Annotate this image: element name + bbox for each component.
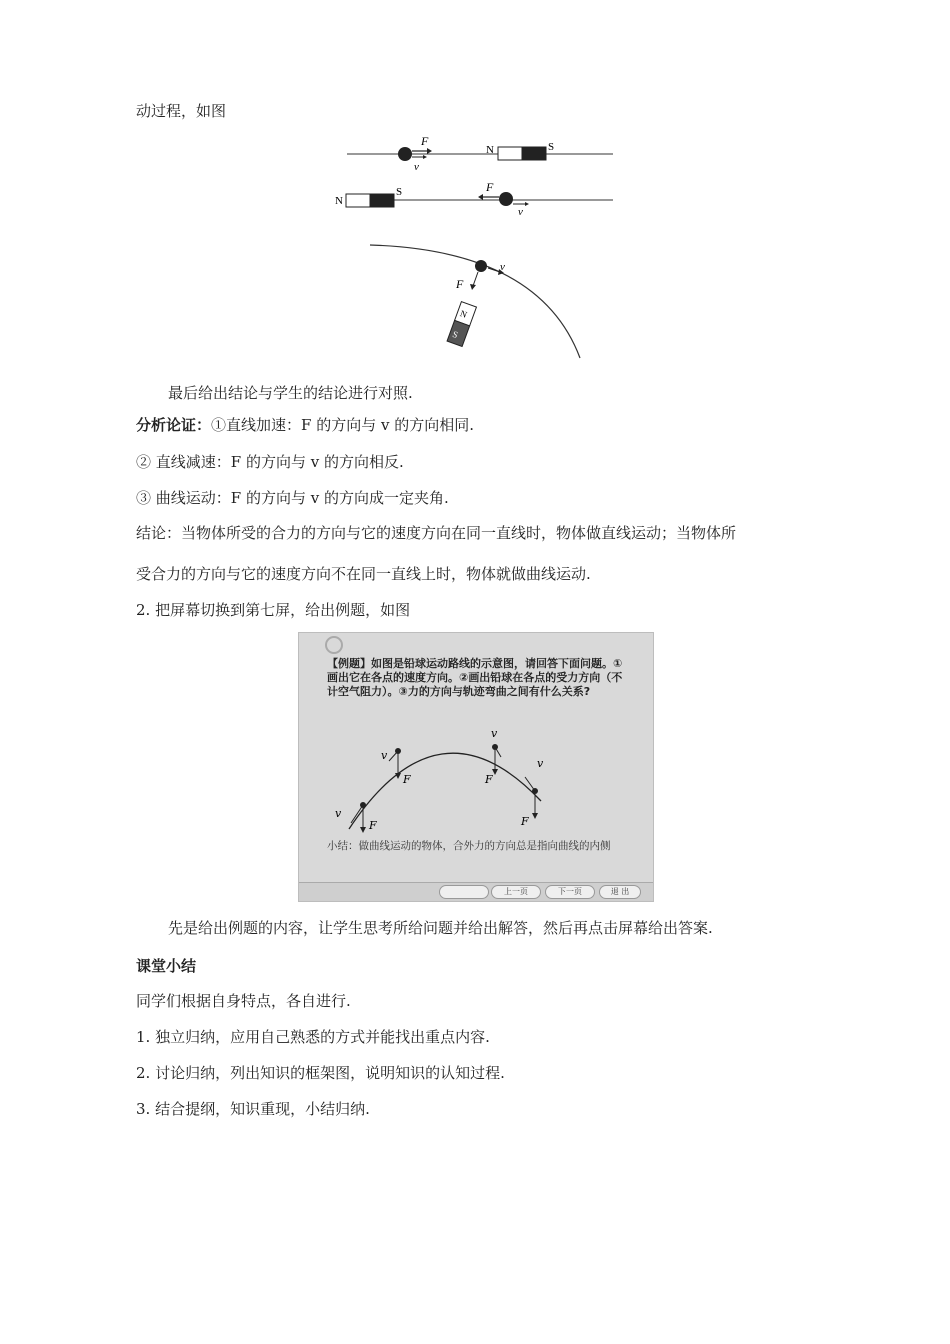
prev-page-button[interactable]: 上一页 bbox=[491, 885, 541, 899]
analysis-label: 分析论证： bbox=[136, 416, 212, 434]
ball-3 bbox=[475, 260, 487, 272]
magnet-2-black bbox=[370, 194, 394, 207]
slide-v-label-1: v bbox=[335, 807, 342, 820]
magnet-s-label-2: S bbox=[396, 186, 403, 198]
magnet-1-black bbox=[522, 147, 546, 160]
paragraph-curve: ③ 曲线运动：F 的方向与 v 的方向成一定夹角. bbox=[136, 489, 449, 507]
magnet-s-label-3: S bbox=[451, 328, 460, 341]
slide-v-label-3: v bbox=[491, 727, 498, 740]
paragraph-conclusion-1: 结论：当物体所受的合力的方向与它的速度方向在同一直线时，物体做直线运动；当物体所 bbox=[136, 524, 737, 542]
ball-2 bbox=[499, 192, 513, 206]
list-item-3: 3. 结合提纲，知识重现，小结归纳. bbox=[136, 1100, 370, 1118]
section-heading-summary: 课堂小结 bbox=[136, 957, 197, 975]
magnet-n-label-2: N bbox=[335, 195, 343, 207]
magnet-n-label-1: N bbox=[486, 144, 494, 156]
velocity-label-2: v bbox=[518, 206, 523, 218]
shot-put-curve bbox=[349, 753, 541, 829]
slide-f-label-4: F bbox=[521, 815, 529, 828]
slide-f-label-1: F bbox=[369, 819, 377, 832]
slide-v-label-2: v bbox=[381, 749, 388, 762]
blank-button[interactable] bbox=[439, 885, 489, 899]
paragraph-compare: 最后给出结论与学生的结论进行对照. bbox=[168, 384, 413, 402]
ball-1 bbox=[398, 147, 412, 161]
paragraph-intro: 动过程，如图 bbox=[136, 102, 227, 120]
analysis-text: ①直线加速：F 的方向与 v 的方向相同. bbox=[211, 416, 474, 434]
exit-button[interactable]: 退 出 bbox=[599, 885, 641, 899]
slide-example-text: 【例题】如图是铅球运动路线的示意图，请回答下面问题。①画出它在各点的速度方向。②画出铅球在各点的受力方向（不计空气阻力）。③力的方向与轨迹弯曲之间有什么关系? bbox=[327, 657, 623, 698]
paragraph-answer: 先是给出例题的内容，让学生思考所给问题并给出解答，然后再点击屏幕给出答案. bbox=[168, 919, 713, 937]
velocity-label-3: v bbox=[500, 261, 505, 273]
paragraph-decelerate: ② 直线减速：F 的方向与 v 的方向相反. bbox=[136, 453, 404, 471]
slide-summary-text: 小结：做曲线运动的物体，合外力的方向总是指向曲线的内侧 bbox=[327, 840, 611, 852]
slide-nav-bar bbox=[299, 882, 653, 901]
shot-put-trajectory bbox=[299, 633, 653, 901]
paragraph-analysis bbox=[136, 415, 474, 435]
velocity-label-1: v bbox=[414, 161, 419, 173]
magnet-motion-figure bbox=[330, 128, 630, 363]
magnet-1-white bbox=[498, 147, 522, 160]
slide-f-label-2: F bbox=[403, 773, 411, 786]
slide-f-label-3: F bbox=[485, 773, 493, 786]
paragraph-conclusion-2: 受合力的方向与它的速度方向不在同一直线上时，物体就做曲线运动. bbox=[136, 565, 591, 583]
magnet-2-white bbox=[346, 194, 370, 207]
force-label-3: F bbox=[456, 277, 464, 291]
slide-v-label-4: v bbox=[537, 757, 544, 770]
example-slide bbox=[298, 632, 654, 902]
paragraph-step-2: 2. 把屏幕切换到第七屏，给出例题，如图 bbox=[136, 601, 411, 619]
magnet-n-label-3: N bbox=[458, 308, 469, 320]
next-page-button[interactable]: 下一页 bbox=[545, 885, 595, 899]
force-label-1: F bbox=[421, 134, 429, 148]
paragraph-self: 同学们根据自身特点，各自进行. bbox=[136, 992, 351, 1010]
list-item-2: 2. 讨论归纳，列出知识的框架图，说明知识的认知过程. bbox=[136, 1064, 505, 1082]
list-item-1: 1. 独立归纳，应用自己熟悉的方式并能找出重点内容. bbox=[136, 1028, 490, 1046]
magnet-s-label-1: S bbox=[548, 141, 555, 153]
force-label-2: F bbox=[486, 180, 494, 194]
curved-path bbox=[370, 245, 580, 358]
